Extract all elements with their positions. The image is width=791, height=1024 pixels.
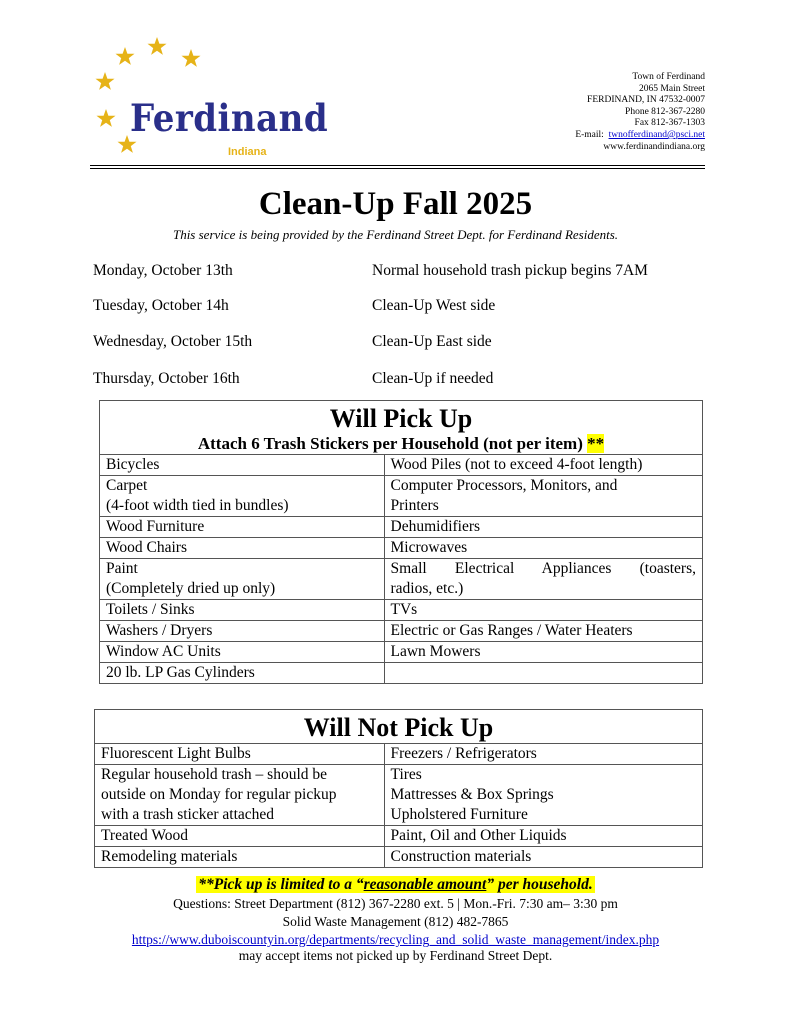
address-line: Town of Ferdinand	[632, 72, 705, 82]
table-header-row	[95, 710, 703, 744]
schedule-row	[93, 297, 713, 317]
cell-line: Paint	[106, 560, 138, 577]
table-cell: Microwaves	[384, 538, 702, 559]
asterisk-marker: **	[587, 434, 605, 453]
will-pick-up-table	[99, 400, 703, 684]
phone-line: Phone 812-367-2280	[625, 106, 705, 117]
will-not-pick-up-table	[94, 709, 703, 868]
table-cell: Window AC Units	[100, 642, 385, 663]
email-line	[575, 130, 705, 142]
star-icon	[96, 72, 115, 90]
star-icon	[182, 49, 201, 67]
logo-subtitle: Indiana	[228, 146, 267, 158]
table-cell: Wood Furniture	[100, 517, 385, 538]
schedule-row	[93, 333, 713, 353]
schedule-day: Tuesday, October 14h	[93, 297, 229, 314]
solid-waste-link-line	[0, 932, 791, 948]
table-cell: Remodeling materials	[95, 847, 385, 868]
schedule-row	[93, 262, 713, 282]
table-row	[100, 538, 703, 559]
table-cell: Dehumidifiers	[384, 517, 702, 538]
table-cell: Wood Chairs	[100, 538, 385, 559]
table-cell	[384, 559, 702, 600]
table-header	[100, 401, 703, 455]
table-cell	[95, 765, 385, 826]
header-divider	[90, 168, 705, 169]
table-cell: Bicycles	[100, 455, 385, 476]
table-row	[100, 517, 703, 538]
table-cell: 20 lb. LP Gas Cylinders	[100, 663, 385, 684]
page-subtitle: This service is being provided by the Ferdinand Street Dept. for Ferdinand Residents.	[172, 227, 619, 242]
town-logo	[92, 34, 329, 159]
table-subtitle	[106, 434, 696, 454]
schedule-task: Clean-Up if needed	[372, 370, 494, 387]
table-cell: Freezers / Refrigerators	[384, 744, 702, 765]
table-row	[100, 455, 703, 476]
table-row	[100, 642, 703, 663]
fax-line: Fax 812-367-1303	[634, 118, 705, 129]
cell-line: (4-foot width tied in bundles)	[106, 497, 289, 514]
cell-line: Tires	[390, 766, 422, 783]
table-cell: Lawn Mowers	[384, 642, 702, 663]
star-icon	[97, 109, 116, 127]
table-row	[95, 765, 703, 826]
schedule-task: Clean-Up West side	[372, 297, 496, 314]
sticker-requirement: Attach 6 Trash Stickers per Household (not per item)	[197, 434, 583, 453]
letterhead-address	[575, 72, 705, 153]
schedule-task: Normal household trash pickup begins 7AM	[372, 262, 648, 279]
cell-line: (Completely dried up only)	[106, 580, 276, 597]
address-line: FERDINAND, IN 47532-0007	[587, 95, 705, 106]
table-cell: Toilets / Sinks	[100, 600, 385, 621]
table-row	[100, 621, 703, 642]
table-cell	[100, 476, 385, 517]
star-icon	[148, 37, 167, 55]
cell-line: Mattresses & Box Springs	[390, 786, 554, 803]
table-cell	[384, 663, 702, 684]
schedule-day: Thursday, October 16th	[93, 370, 240, 387]
questions-line: Questions: Street Department (812) 367-2280 ext. 5 | Mon.-Fri. 7:30 am– 3:30 pm	[173, 896, 618, 911]
website-line: www.ferdinandindiana.org	[603, 141, 705, 152]
cell-line: Small Electrical Appliances (toasters,	[390, 560, 696, 577]
table-cell	[384, 765, 702, 826]
table-header-row	[100, 401, 703, 455]
table-row	[100, 600, 703, 621]
cell-line: Printers	[390, 497, 439, 514]
table-row	[100, 476, 703, 517]
solid-waste-link[interactable]: https://www.duboiscountyin.org/departments/recycling_and_solid_waste_management/index.php	[131, 932, 660, 947]
table-row	[95, 744, 703, 765]
schedule-day: Monday, October 13th	[93, 262, 233, 279]
table-row	[100, 559, 703, 600]
note-emphasis: reasonable amount	[363, 876, 487, 893]
table-row	[95, 826, 703, 847]
cell-line: Computer Processors, Monitors, and	[390, 477, 618, 494]
table-cell: Wood Piles (not to exceed 4-foot length)	[384, 455, 702, 476]
table-cell: Treated Wood	[95, 826, 385, 847]
address-line: 2065 Main Street	[639, 83, 705, 94]
note-text: ” per household.	[486, 876, 593, 893]
table-cell: Construction materials	[384, 847, 702, 868]
email-link[interactable]: twnofferdinand@psci.net	[608, 129, 705, 140]
logo-name: Ferdinand	[130, 96, 329, 140]
table-title: Will Pick Up	[329, 404, 473, 433]
table-cell	[100, 559, 385, 600]
cell-line: outside on Monday for regular pickup	[101, 786, 337, 803]
schedule-task: Clean-Up East side	[372, 333, 492, 350]
schedule-day: Wednesday, October 15th	[93, 333, 253, 350]
cell-line: Carpet	[106, 477, 148, 494]
table-cell	[384, 476, 702, 517]
table-cell: Fluorescent Light Bulbs	[95, 744, 385, 765]
table-title: Will Not Pick Up	[95, 710, 703, 744]
accept-line: may accept items not picked up by Ferdinand Street Dept.	[238, 948, 553, 963]
solid-waste-line: Solid Waste Management (812) 482-7865	[282, 914, 509, 929]
note-text: **Pick up is limited to a “	[198, 876, 364, 893]
table-cell: Paint, Oil and Other Liquids	[384, 826, 702, 847]
table-row	[100, 663, 703, 684]
header-divider	[90, 165, 705, 166]
table-cell: TVs	[384, 600, 702, 621]
pickup-limit-note	[0, 876, 791, 894]
highlighted-note	[196, 876, 594, 893]
cell-line: with a trash sticker attached	[101, 806, 275, 823]
table-cell: Electric or Gas Ranges / Water Heaters	[384, 621, 702, 642]
cell-line: radios, etc.)	[390, 580, 464, 597]
cell-line: Upholstered Furniture	[390, 806, 528, 823]
page-title: Clean-Up Fall 2025	[258, 186, 533, 222]
cell-line: Regular household trash – should be	[101, 766, 328, 783]
table-cell: Washers / Dryers	[100, 621, 385, 642]
email-label: E-mail:	[575, 129, 604, 140]
table-row	[95, 847, 703, 868]
schedule-row	[93, 370, 713, 390]
star-icon	[116, 47, 135, 65]
